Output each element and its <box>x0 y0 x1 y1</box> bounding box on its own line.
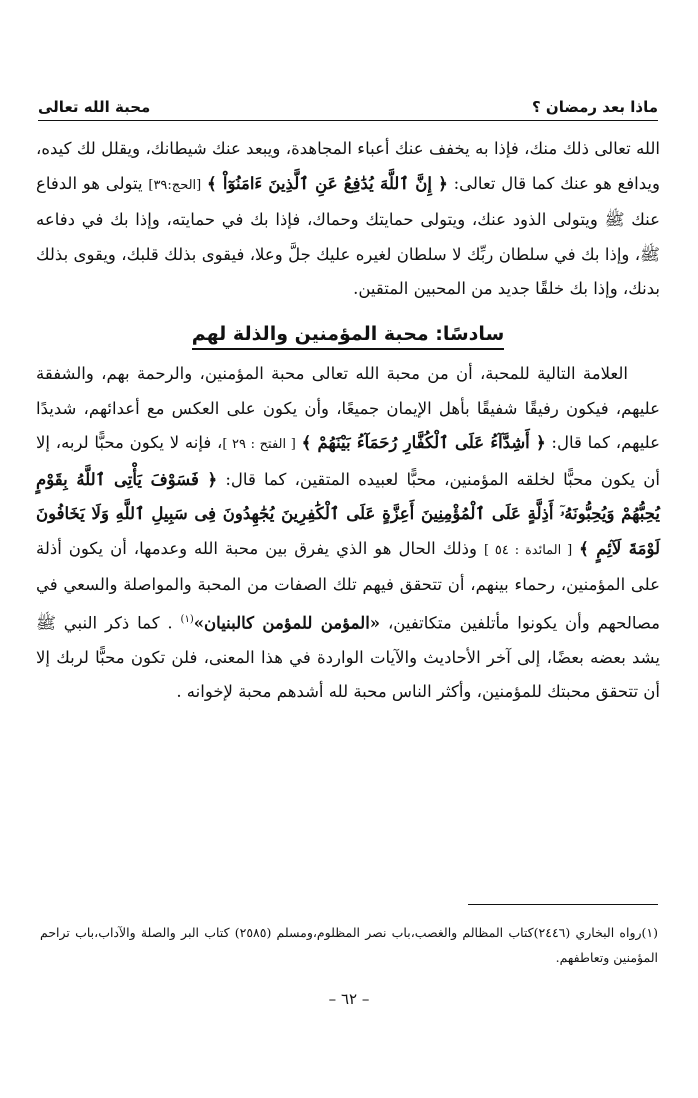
main-text <box>36 132 660 710</box>
paragraph-2-text-b: ، فإنه لا يكون محبًّا لربه، إلا أن يكون محبًّا لخلقه المؤمنين، محبًّا لعبيده المتقين، كما قال: <box>36 433 661 489</box>
header-chapter-title: محبة الله تعالى <box>38 98 151 116</box>
paragraph-2-text-a: العلامة التالية للمحبة، أن من محبة الله تعالى محبة المؤمنين، والرحمة بهم، والشفقة عليهم، فيكون رفيقًا شفيقًا بأهل الإيمان جميعًا، وأن يكون على العكس مع أعدائهم، شديدًا عليهم، كما قال: <box>36 364 660 452</box>
header-book-title: ماذا بعد رمضان ؟ <box>531 98 658 116</box>
footnote-divider <box>468 904 658 905</box>
hadith-quote: «المؤمن للمؤمن كالبنيان» <box>193 613 381 632</box>
paragraph-2 <box>36 357 660 710</box>
quran-verse-maidah: ﴿ فَسَوْفَ يَأْتِى ٱللَّهُ بِقَوْمٍ يُحِبُّهُمْ وَيُحِبُّونَهُۥٓ أَذِلَّةٍ عَلَى ٱلْمُؤْمِنِينَ أَعِزَّةٍ عَلَى ٱلْكَٰفِرِينَ يُجَٰهِدُونَ فِى سَبِيلِ ٱللَّهِ وَلَا يَخَافُونَ لَوْمَةَ لَآئِمٍ ﴾ <box>36 469 661 558</box>
section-heading-text: سادسًا: محبة المؤمنين والذلة لهم <box>192 323 505 350</box>
paragraph-1-text-b: يتولى هو الدفاع عنك ﷺ ويتولى الذود عنك، ويتولى حمايتك وحماك، فإذا بك في حمايته، وإذا بك في دفاعه ﷺ، وإذا بك في سلطان ربِّك لا سلطان لغيره عليك جلَّ وعلا، فيقوى بذلك قلبك، ويقوى بذلك بدنك، وإذا بك خلقًا جديد من المحبين المتقين. <box>36 173 660 298</box>
quran-verse-hajj: ﴿ إِنَّ ٱللَّهَ يُدَٰفِعُ عَنِ ٱلَّذِينَ ءَامَنُوٓاْ ﴾ <box>206 173 448 193</box>
footnote: (١)رواه البخاري (٢٤٤٦)كتاب المظالم والغصب،باب نصر المظلوم،ومسلم (٢٥٨٥) كتاب البر والصلة والآداب،باب تراحم المؤمنين وتعاطفهم. <box>40 925 659 965</box>
page-number: – ٦٢ – <box>328 990 370 1008</box>
verse-reference-fath: [ الفتح : ٢٩ ] <box>222 437 296 452</box>
paragraph-2-text-c: وذلك الحال هو الذي يفرق بين محبة الله وعدمها، أن يكون أذلة على المؤمنين، رحماء بينهم، أن تتحقق فيهم تلك الصفات من المحبة والمواصلة والسعي في مصالحهم وأن يكونوا مأتلفين متكاتفين، <box>36 538 661 632</box>
verse-reference-maidah: [ المائدة : ٥٤ ] <box>483 542 573 558</box>
paragraph-1 <box>36 132 660 307</box>
paragraph-2-text-d: . كما ذكر النبي ﷺ يشد بعضه بعضًا، إلى آخر الأحاديث والآيات الواردة في هذا المعنى، فلن تكون محبًّا لربك إلا أن تتحقق محبتك للمؤمنين، وأكثر الناس محبة لله أشدهم محبة لإخوانه . <box>36 613 660 701</box>
paragraph-1-text-a: الله تعالى ذلك منك، فإذا به يخفف عنك أعباء المجاهدة، ويبعد عنك شيطانك، ويقلل لك كيده، ويدافع هو عنك كما قال تعالى: <box>36 139 660 193</box>
verse-reference-hajj: [الحج:٣٩] <box>148 177 202 193</box>
footnote-marker: (١) <box>180 613 194 625</box>
quran-verse-fath: ﴿ أَشِدَّآءُ عَلَى ٱلْكُفَّارِ رُحَمَآءُ بَيْنَهُمْ ﴾ <box>301 433 546 452</box>
running-header <box>38 86 658 121</box>
section-heading <box>36 317 660 352</box>
